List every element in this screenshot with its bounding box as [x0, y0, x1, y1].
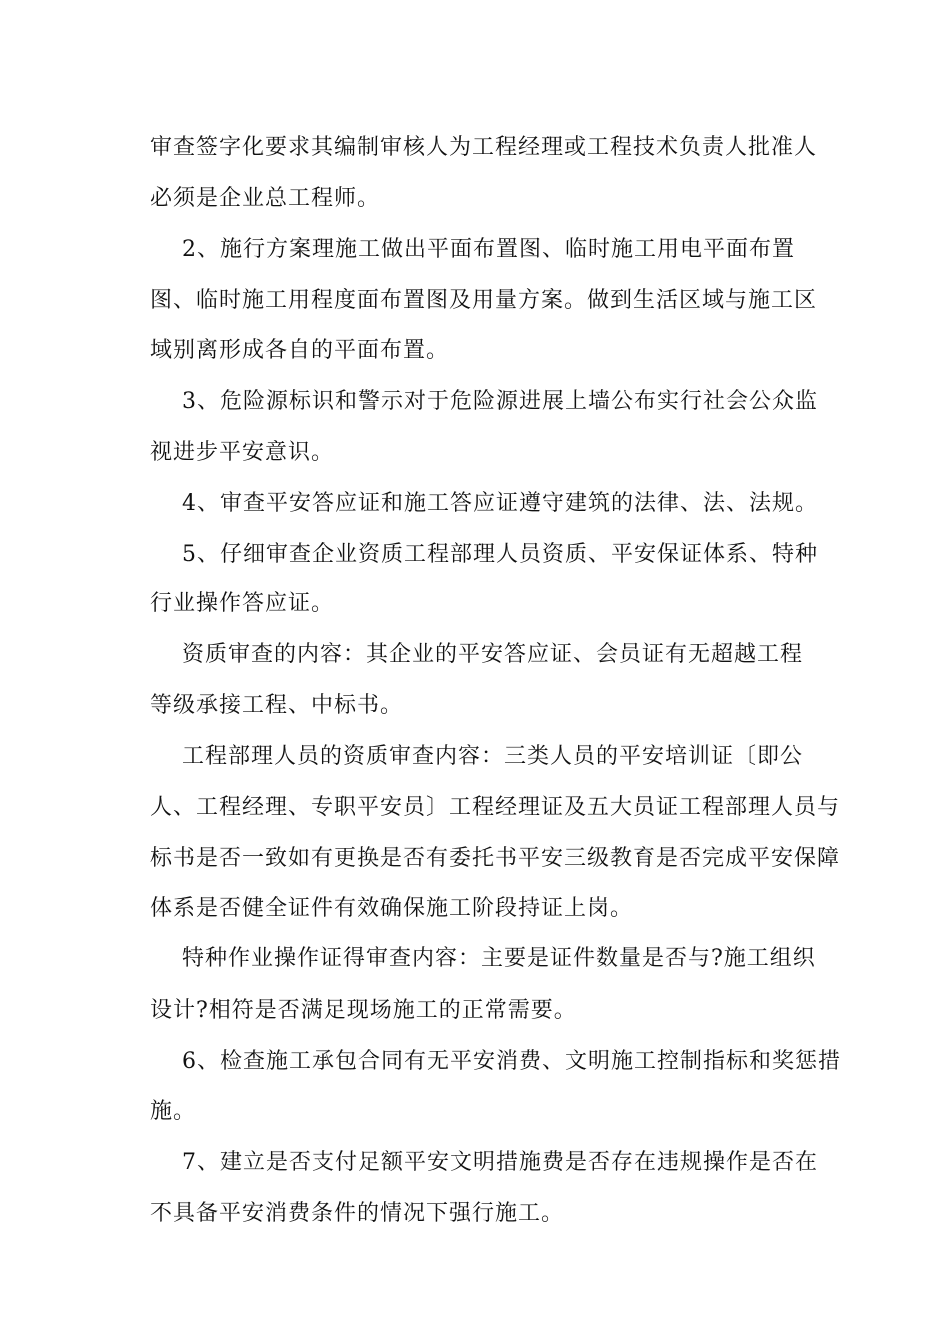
- text-line: 视进步平安意识。: [150, 440, 335, 465]
- text-line: 工程部理人员的资质审查内容：三类人员的平安培训证〔即公: [182, 744, 804, 769]
- text-line: 必须是企业总工程师。: [150, 186, 381, 211]
- text-line: 设计?相符是否满足现场施工的正常需要。: [150, 998, 577, 1023]
- text-line: 4、审查平安答应证和施工答应证遵守建筑的法律、法、法规。: [182, 491, 818, 516]
- text-line: 资质审查的内容：其企业的平安答应证、会员证有无超越工程: [182, 642, 804, 667]
- text-line: 5、仔细审查企业资质工程部理人员资质、平安保证体系、特种: [182, 542, 818, 567]
- text-line: 等级承接工程、中标书。: [150, 693, 404, 718]
- text-line: 特种作业操作证得审查内容：主要是证件数量是否与?施工组织: [182, 946, 816, 971]
- text-line: 体系是否健全证件有效确保施工阶段持证上岗。: [150, 896, 634, 921]
- text-line: 7、建立是否支付足额平安文明措施费是否存在违规操作是否在: [182, 1150, 818, 1175]
- text-line: 行业操作答应证。: [150, 591, 335, 616]
- text-line: 2、施行方案理施工做出平面布置图、临时施工用电平面布置: [182, 237, 795, 262]
- text-line: 施。: [150, 1099, 197, 1124]
- text-line: 6、检查施工承包合同有无平安消费、文明施工控制指标和奖惩措: [182, 1049, 841, 1074]
- text-line: 域别离形成各自的平面布置。: [150, 338, 450, 363]
- text-line: 人、工程经理、专职平安员〕工程经理证及五大员证工程部理人员与: [150, 795, 841, 820]
- text-line: 审查签字化要求其编制审核人为工程经理或工程技术负责人批准人: [150, 135, 818, 160]
- text-line: 图、临时施工用程度面布置图及用量方案。做到生活区域与施工区: [150, 288, 818, 313]
- text-line: 3、危险源标识和警示对于危险源进展上墙公布实行社会公众监: [182, 389, 818, 414]
- text-line: 标书是否一致如有更换是否有委托书平安三级教育是否完成平安保障: [150, 846, 841, 871]
- text-line: 不具备平安消费条件的情况下强行施工。: [150, 1201, 565, 1226]
